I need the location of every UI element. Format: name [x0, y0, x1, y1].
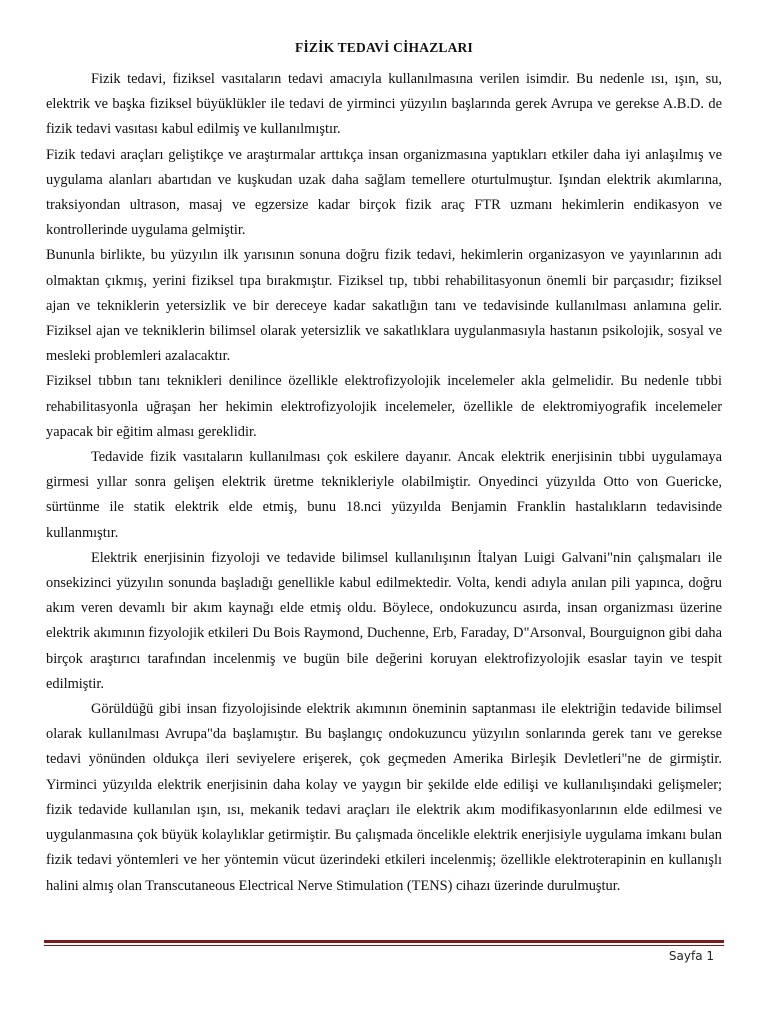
paragraph-3: Bununla birlikte, bu yüzyılın ilk yarısının sonuna doğru fizik tedavi, hekimlerin organizasyon ve yayınlarının adı olmaktan çıkmış, yerini fiziksel tıpa bırakmıştır. Fiziksel tıp, tıbbi rehabilitasyonun önemli bir parçasıdır; fiziksel ajan ve tekniklerin yetersizlik ve bir dereceye kadar sakatlığın tanı ve tedavisinde kullanılması anlamına gelir. Fiziksel ajan ve tekniklerin bilimsel olarak yetersizlik ve sakatlıklara uygulanmasıyla hastanın psikolojik, sosyal ve mesleki problemleri azalacaktır.: [46, 247, 722, 365]
paragraph-5: Tedavide fizik vasıtaların kullanılması çok eskilere dayanır. Ancak elektrik enerjisinin tıbbi uygulamaya girmesi yıllar sonra gelişen elektrik üretme teknikleriyle olabilmiştir. Onyedinci yüzyılda Otto von Guericke, sürtünme ile statik elektrik elde etmiş, bunu 18.nci yüzyılda Benjamin Franklin hastalıkların tedavisinde kullanmıştır.: [46, 449, 722, 541]
paragraph-6: Elektrik enerjisinin fizyoloji ve tedavide bilimsel kullanılışının İtalyan Luigi Galvani"nin çalışmaları ile onsekizinci yüzyılın sonunda başladığı genellikle kabul edilmektedir. Volta, kendi adıyla anılan pili yapınca, doğru akım veren devamlı bir akım kaynağı elde etmiş oldu. Böylece, ondokuzuncu asırda, insan organizması üzerine elektrik akımının fizyolojik etkileri Du Bois Raymond, Duchenne, Erb, Faraday, D"Arsonval, Bourguignon gibi daha birçok araştırıcı tarafından incelenmiş ve bugün bile değerini koruyan elektrofizyolojik esaslar tayin ve tespit edilmiştir.: [46, 549, 722, 692]
paragraph-7: Görüldüğü gibi insan fizyolojisinde elektrik akımının öneminin saptanması ile elektriğin tedavide bilimsel olarak kullanılması Avrupa"da başlamıştır. Bu başlangıç ondokuzuncu yüzyılın sonlarında gerek tanı ve gerekse tedavi yönünden oldukça ileri seviyelere erişerek, çok geçmeden Amerika Birleşik Devletleri"ne de girmiştir. Yirminci yüzyılda elektrik enerjisinin daha kolay ve yaygın bir şekilde elde edilişi ve kullanılışındaki gelişmeler; fizik tedavide kullanılan ışın, ısı, mekanik tedavi araçları ile elektrik akım modifikasyonlarının elde edilmesi ve uygulanmasına çok büyük kolaylıklar getirmiştir. Bu çalışmada öncelikle elektrik enerjisiyle uygulama imkanı bulan fizik tedavi yöntemleri ve her yöntemin vücut üzerindeki etkileri incelenmiş; özellikle elektroterapinin en kullanışlı halini almış olan Transcutaneous Electrical Nerve Stimulation (TENS) cihazı üzerinde durulmuştur.: [46, 701, 722, 894]
document-title: FİZİK TEDAVİ CİHAZLARI: [295, 40, 473, 55]
footer-divider-thick: [44, 940, 724, 943]
paragraph-1: Fizik tedavi, fiziksel vasıtaların tedavi amacıyla kullanılmasına verilen isimdir. Bu nedenle ısı, ışın, su, elektrik ve başka fiziksel büyüklükler ile tedavi de yirminci yüzyılın başlarında gerek Avrupa ve gerekse A.B.D. de fizik tedavi vasıtası kabul edilmiş ve kullanılmıştır.: [46, 71, 722, 138]
paragraph-4: Fiziksel tıbbın tanı teknikleri denilince özellikle elektrofizyolojik incelemeler akla gelmelidir. Bu nedenle tıbbi rehabilitasyonla uğraşan her hekimin elektrofizyolojik incelemeler, özellikle de elektromiyografik incelemeler yapacak bir eğitim alması gereklidir.: [46, 373, 722, 440]
footer-divider-thin: [44, 945, 724, 946]
page-number: Sayfa 1: [668, 949, 714, 963]
document-body: [46, 67, 722, 899]
paragraph-2: Fizik tedavi araçları geliştikçe ve araştırmalar arttıkça insan organizmasına yaptıkları etkiler daha iyi anlaşılmış ve uygulama alanları abartıdan ve kuşkudan uzak daha sağlam temellere oturtulmuştur. Işından elektrik akımlarına, traksiyondan ultrason, masaj ve egzersize kadar birçok fizik araç FTR uzmanı hekimlerin endikasyon ve kontrollerinde uygulama gelmiştir.: [46, 146, 722, 239]
